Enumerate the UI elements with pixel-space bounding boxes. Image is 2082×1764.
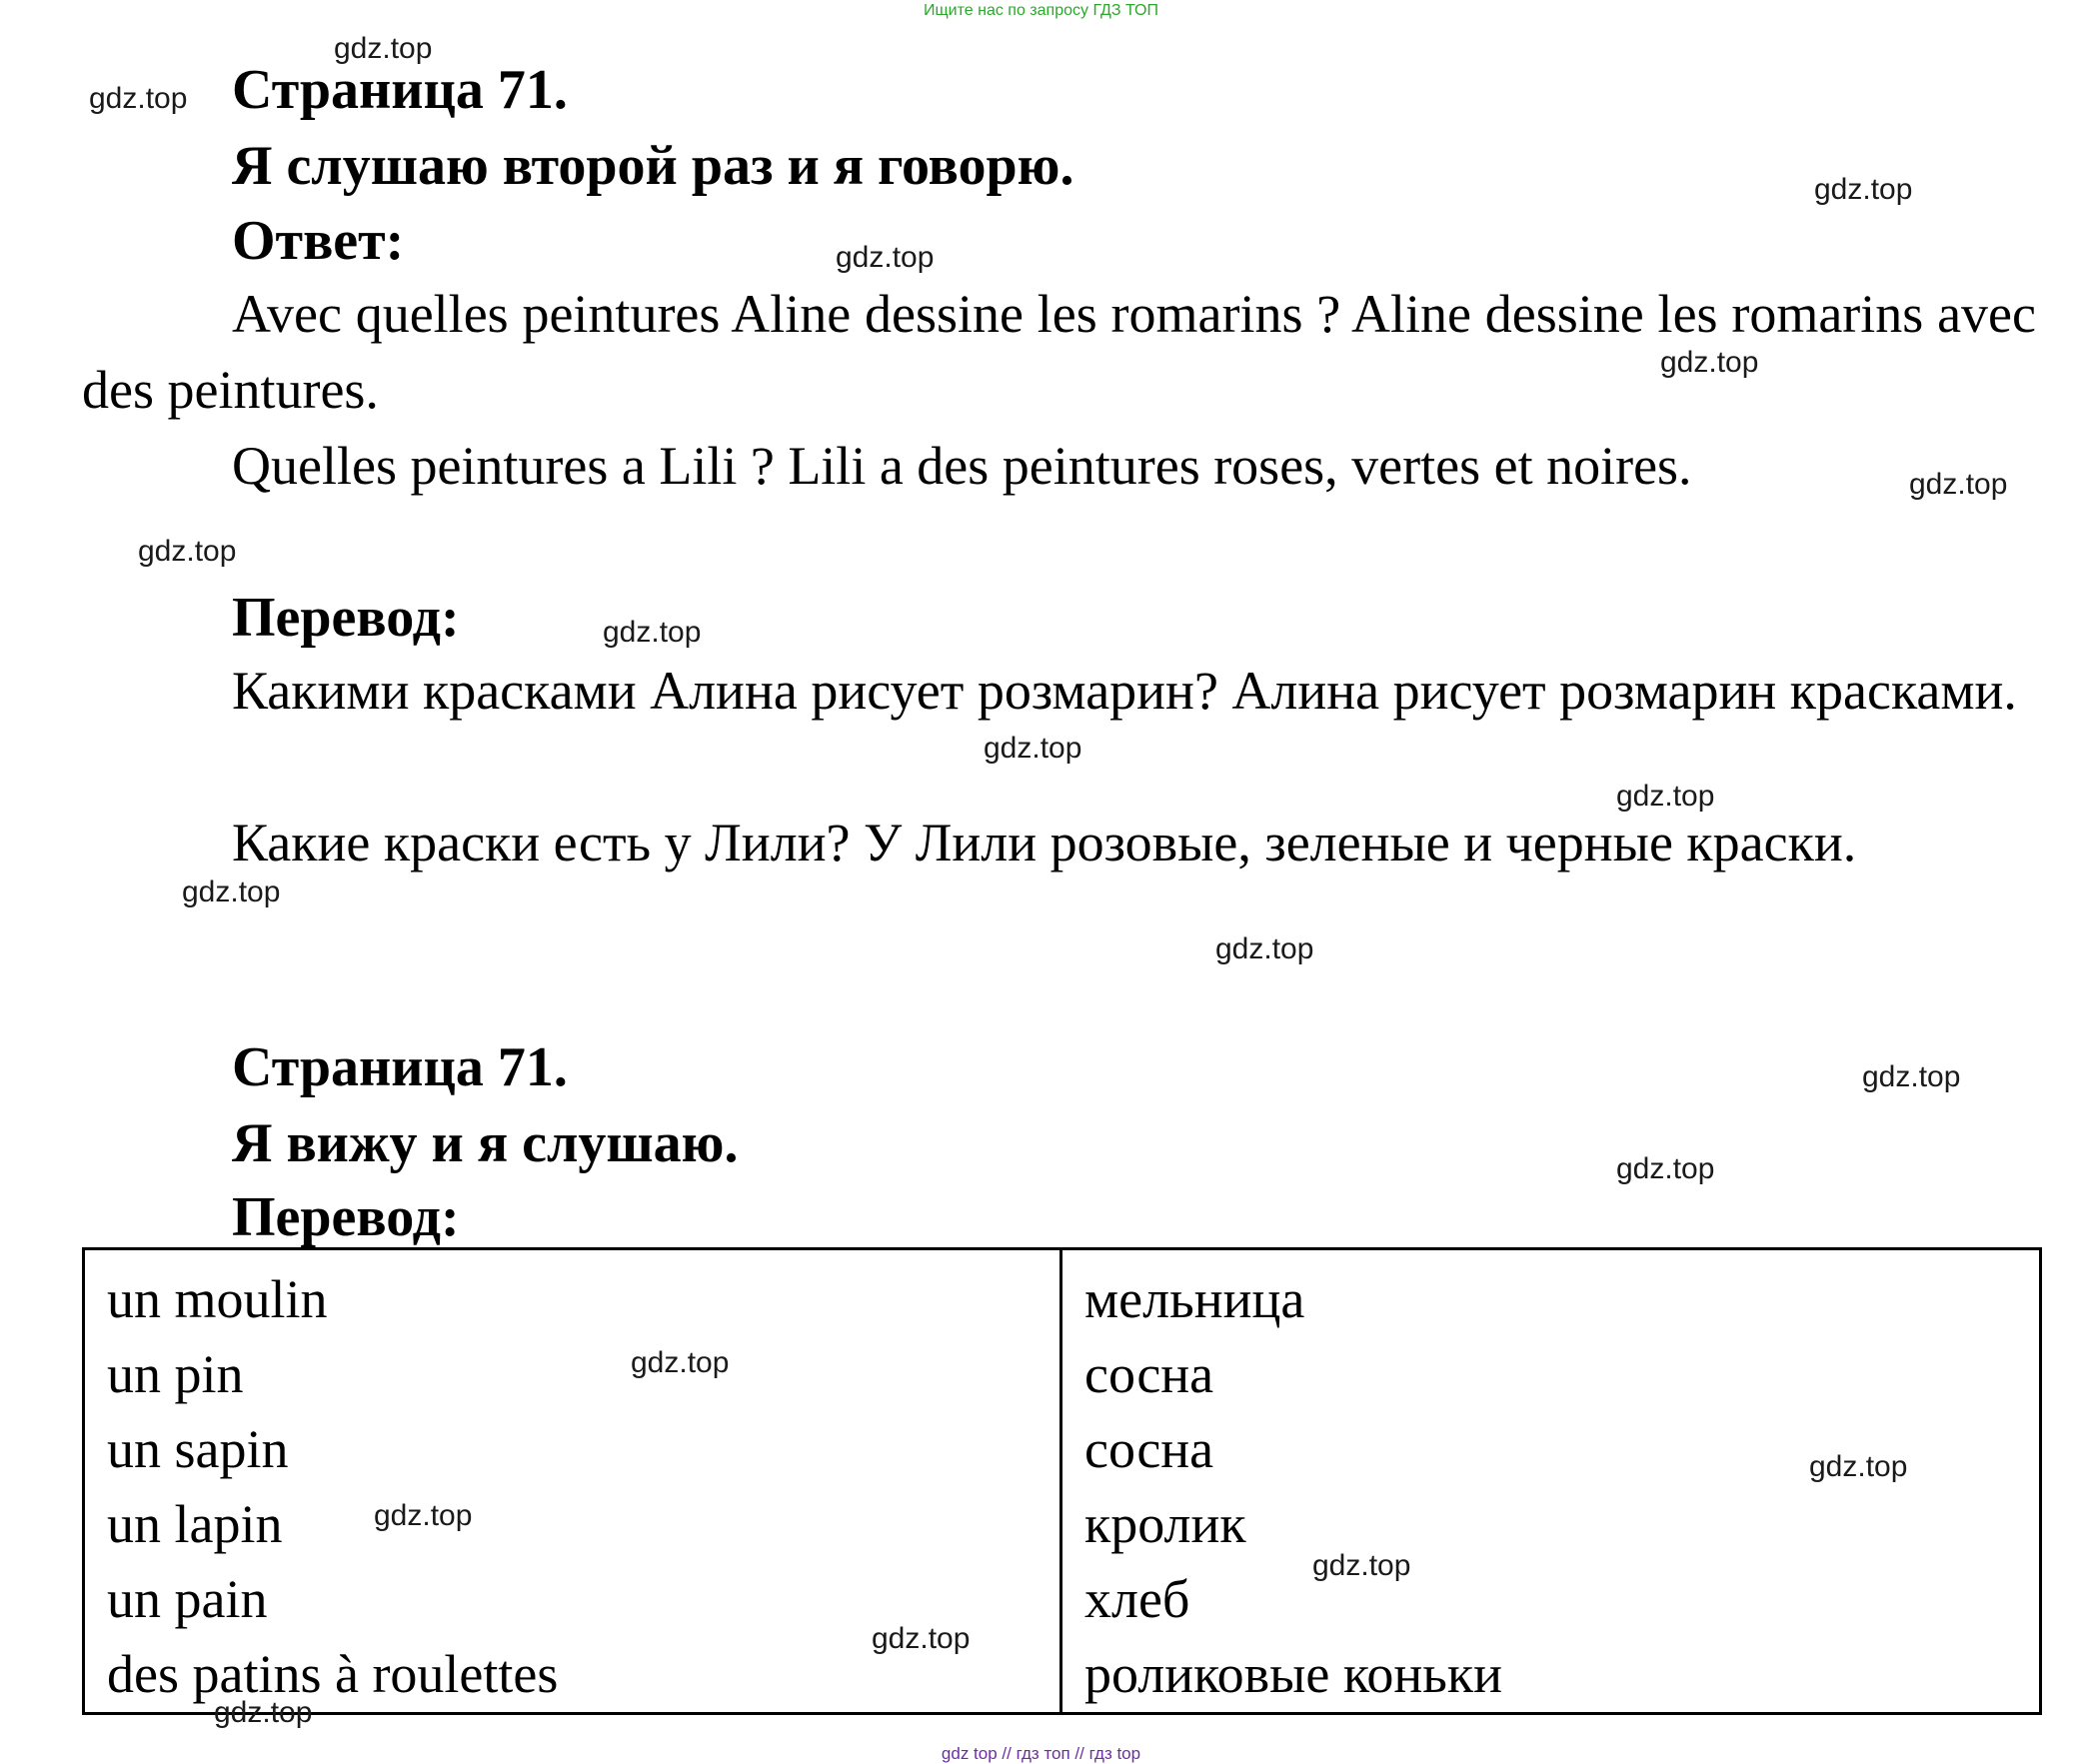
watermark: gdz.top bbox=[836, 241, 935, 274]
top-banner: Ищите нас по запросу ГДЗ ТОП bbox=[924, 2, 1158, 19]
watermark: gdz.top bbox=[1909, 468, 2008, 501]
watermark: gdz.top bbox=[334, 32, 433, 65]
watermark: gdz.top bbox=[1215, 932, 1314, 965]
russian-word: кролик bbox=[1084, 1494, 1246, 1554]
answer-paragraph-2: Quelles peintures a Lili ? Lili a des peintures roses, vertes et noires. bbox=[232, 436, 1692, 496]
watermark: gdz.top bbox=[1814, 173, 1913, 206]
french-word: un pin bbox=[107, 1344, 244, 1404]
watermark: gdz.top bbox=[1312, 1549, 1411, 1582]
french-word: des patins à roulettes bbox=[107, 1644, 559, 1704]
russian-word: сосна bbox=[1084, 1419, 1214, 1479]
watermark: gdz.top bbox=[89, 82, 188, 115]
task-title: Я слушаю второй раз и я говорю. bbox=[232, 135, 1074, 197]
translation-paragraph-1: Какими красками Алина рисует розмарин? Алина рисует розмарин красками. bbox=[232, 661, 2017, 721]
watermark: gdz.top bbox=[1616, 780, 1715, 813]
page-heading: Страница 71. bbox=[232, 59, 568, 121]
french-word: un moulin bbox=[107, 1269, 328, 1329]
task-title-2: Я вижу и я слушаю. bbox=[232, 1112, 739, 1174]
russian-word: мельница bbox=[1084, 1269, 1305, 1329]
watermark: gdz.top bbox=[1660, 346, 1759, 379]
watermark: gdz.top bbox=[603, 616, 702, 649]
watermark: gdz.top bbox=[374, 1499, 473, 1532]
watermark: gdz.top bbox=[182, 876, 281, 908]
watermark: gdz.top bbox=[1616, 1152, 1715, 1185]
footer-links: gdz top // гдз топ // гдз top bbox=[941, 1744, 1141, 1763]
french-word: un pain bbox=[107, 1569, 268, 1629]
french-word: un lapin bbox=[107, 1494, 283, 1554]
watermark: gdz.top bbox=[984, 732, 1082, 765]
russian-word: роликовые коньки bbox=[1084, 1644, 1503, 1704]
watermark: gdz.top bbox=[631, 1346, 730, 1379]
translation-label-2: Перевод: bbox=[232, 1186, 460, 1248]
french-word: un sapin bbox=[107, 1419, 289, 1479]
watermark: gdz.top bbox=[1862, 1060, 1961, 1093]
vocabulary-table bbox=[82, 1247, 2042, 1715]
watermark: gdz.top bbox=[1809, 1450, 1908, 1483]
page-heading-2: Страница 71. bbox=[232, 1036, 568, 1098]
russian-word: сосна bbox=[1084, 1344, 1214, 1404]
watermark: gdz.top bbox=[214, 1696, 313, 1729]
translation-paragraph-2: Какие краски есть у Лили? У Лили розовые, зеленые и черные краски. bbox=[232, 813, 1857, 873]
translation-label: Перевод: bbox=[232, 587, 460, 649]
watermark: gdz.top bbox=[138, 535, 237, 568]
watermark: gdz.top bbox=[872, 1622, 971, 1655]
russian-word: хлеб bbox=[1084, 1569, 1190, 1629]
answer-label: Ответ: bbox=[232, 210, 405, 272]
answer-paragraph-1: Avec quelles peintures Aline dessine les romarins ? Aline dessine les romarins avec des peintures. bbox=[82, 284, 2036, 420]
